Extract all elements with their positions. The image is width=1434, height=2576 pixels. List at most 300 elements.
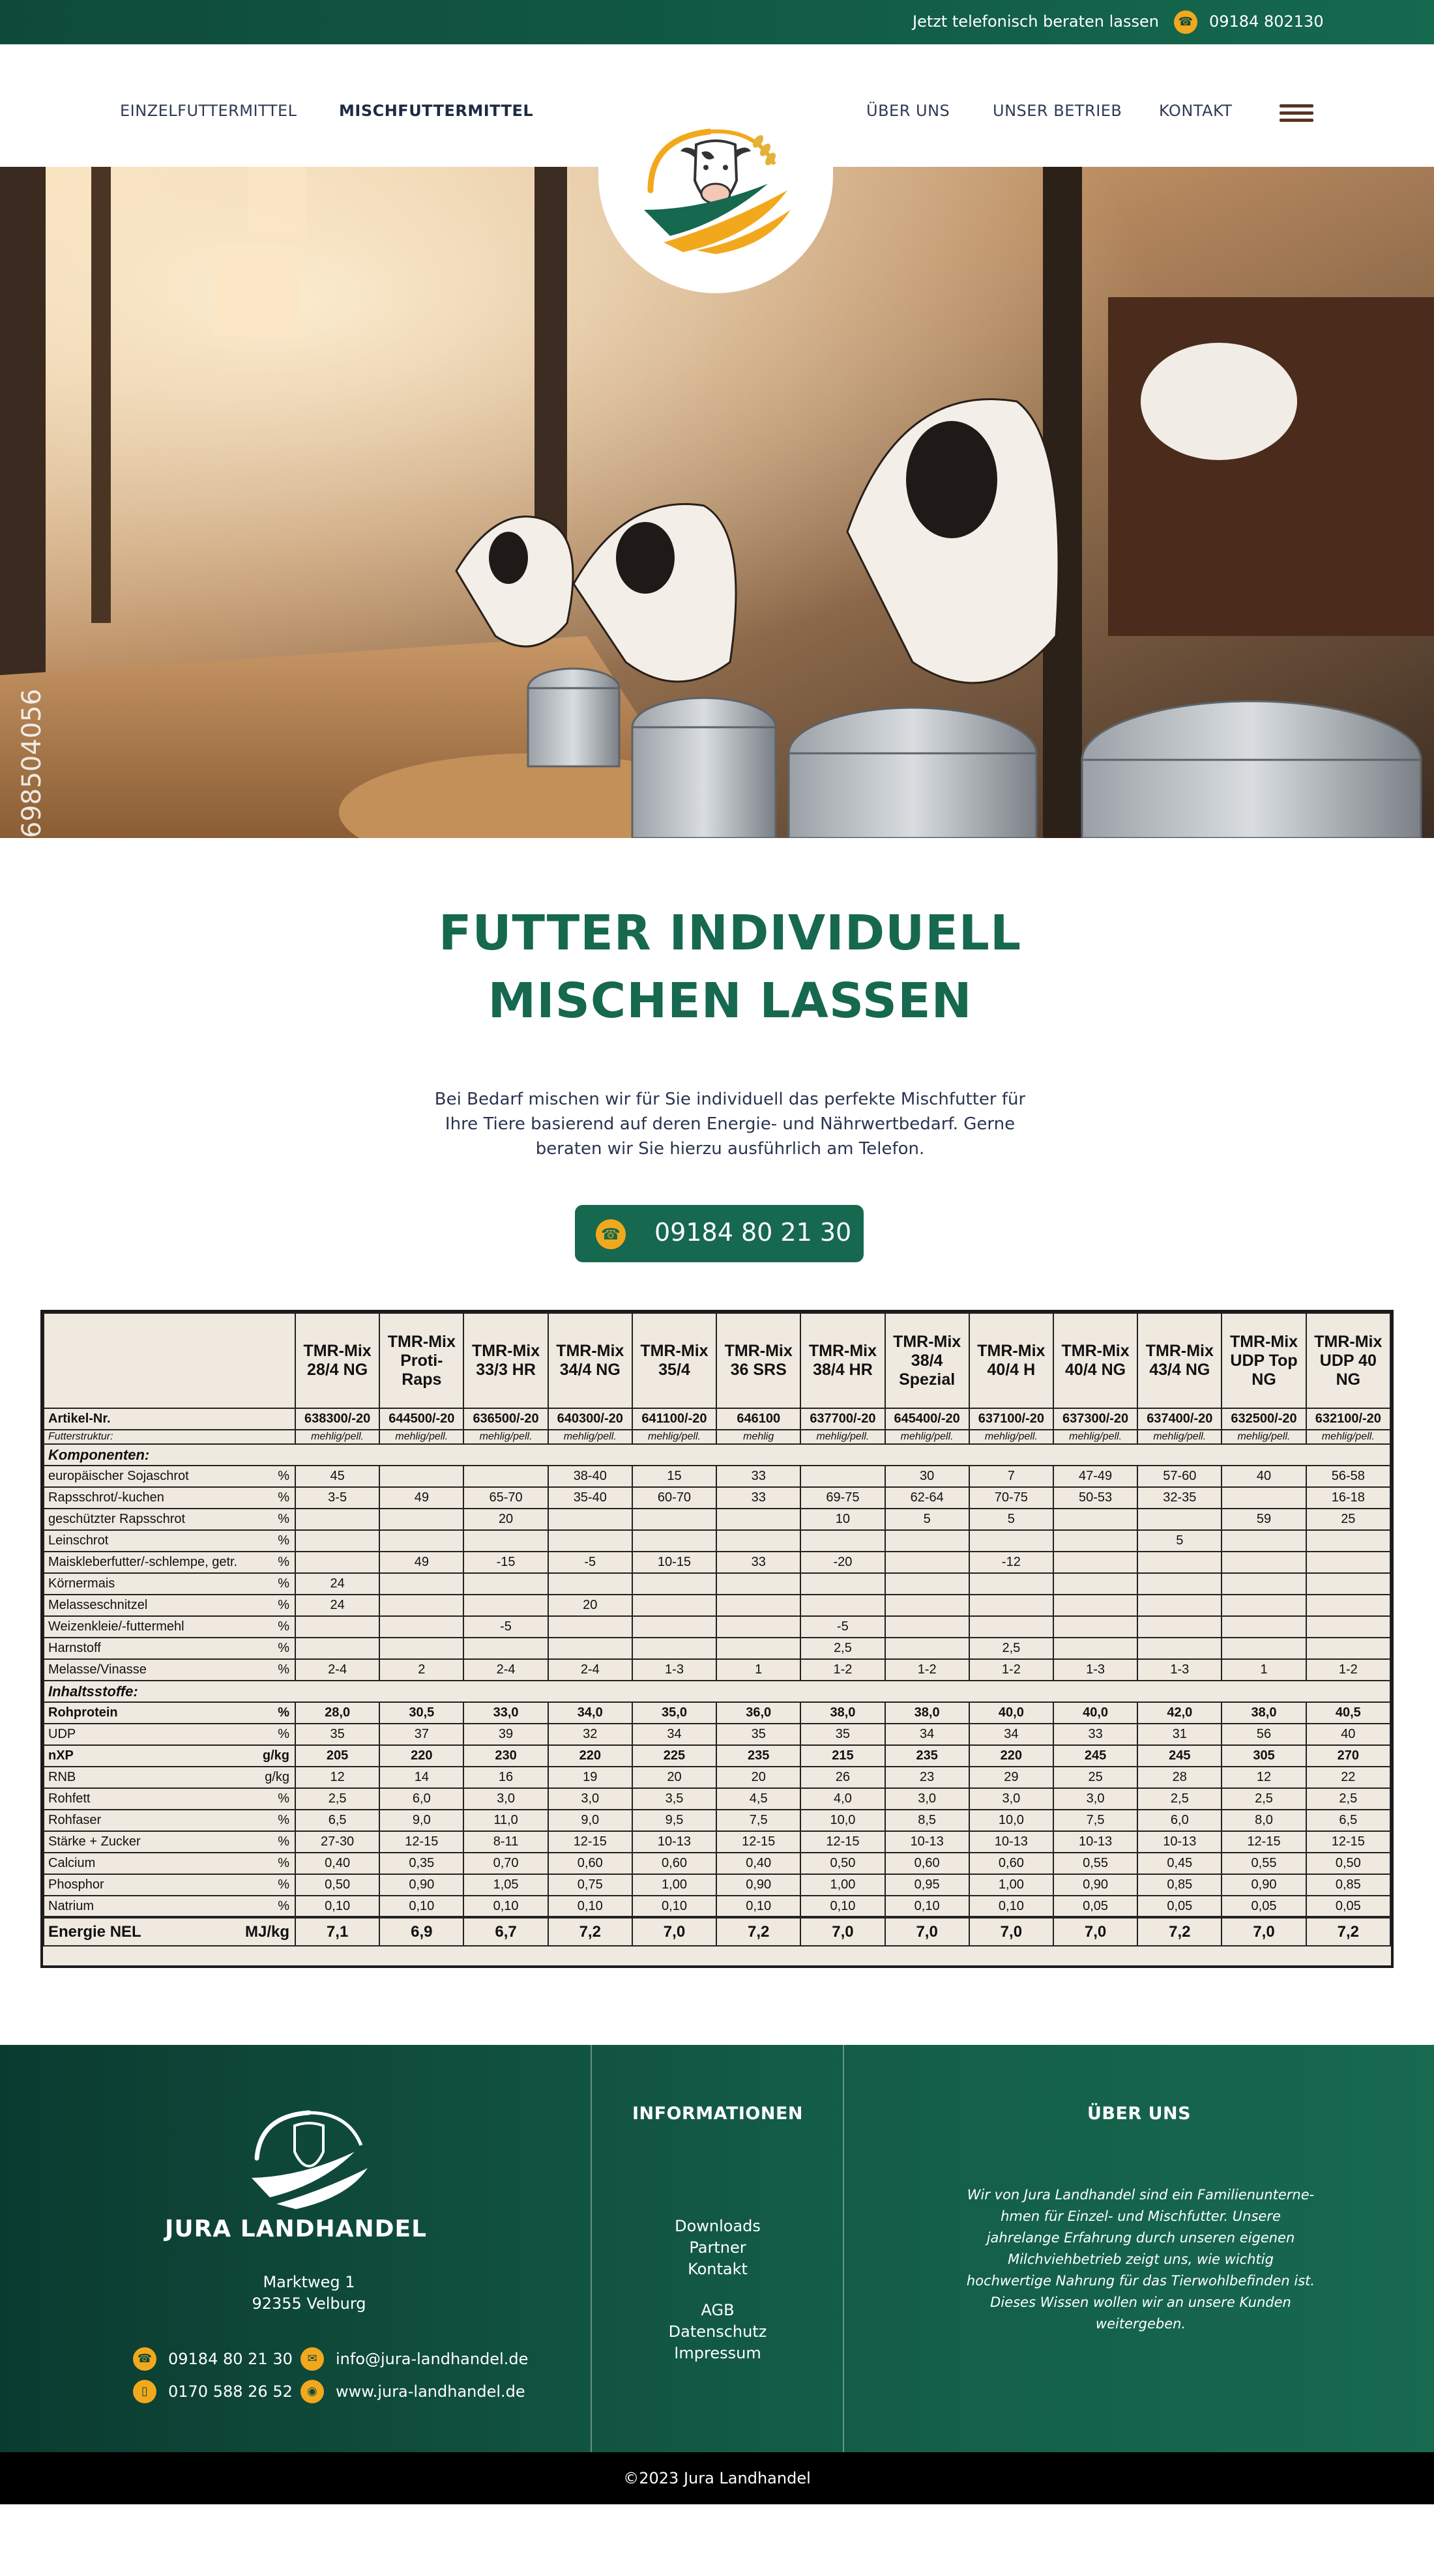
table-cell: 0,05 — [1137, 1896, 1222, 1917]
table-cell: mehlig/pell. — [885, 1430, 969, 1444]
table-cell: 1-2 — [800, 1659, 885, 1681]
table-cell — [800, 1595, 885, 1616]
row-label-cell — [44, 1638, 295, 1659]
table-cell: 644500/-20 — [379, 1408, 463, 1430]
table-cell: 9,5 — [632, 1810, 716, 1831]
table-cell: mehlig/pell. — [379, 1430, 463, 1444]
row-label-cell — [44, 1595, 295, 1616]
nav-item-mischfuttermittel[interactable]: MISCHFUTTERMITTEL — [339, 102, 534, 120]
table-cell: 235 — [885, 1745, 969, 1767]
table-cell — [632, 1573, 716, 1595]
table-cell: 1-3 — [1053, 1659, 1137, 1681]
table-cell: 12-15 — [548, 1831, 632, 1853]
table-cell: 47-49 — [1053, 1466, 1137, 1487]
row-unit: % — [278, 1813, 289, 1827]
table-cell: 24 — [295, 1573, 379, 1595]
table-cell — [1053, 1638, 1137, 1659]
table-cell: 35 — [295, 1724, 379, 1745]
row-label: Leinschrot — [48, 1533, 109, 1548]
footer-informationen-title: INFORMATIONEN — [632, 2104, 804, 2124]
table-column-header: TMR-Mix 36 SRS — [716, 1313, 800, 1408]
table-cell: 33,0 — [463, 1702, 548, 1724]
nutrient-row — [44, 1745, 1390, 1767]
table-cell: 32 — [548, 1724, 632, 1745]
component-row — [44, 1573, 1390, 1595]
table-cell: 0,10 — [885, 1896, 969, 1917]
table-cell: 245 — [1137, 1745, 1222, 1767]
table-cell: 49 — [379, 1487, 463, 1509]
table-cell — [716, 1509, 800, 1530]
table-cell — [969, 1573, 1053, 1595]
page-title — [0, 899, 1434, 1035]
table-cell: 56-58 — [1306, 1466, 1390, 1487]
table-cell: 32-35 — [1137, 1487, 1222, 1509]
footer-link-downloads[interactable]: Downloads — [675, 2217, 761, 2235]
footer-link-kontakt[interactable]: Kontakt — [688, 2260, 748, 2278]
table-cell: 6,5 — [295, 1810, 379, 1831]
table-cell — [548, 1573, 632, 1595]
table-cell: 28 — [1137, 1767, 1222, 1788]
table-cell: 1,00 — [969, 1874, 1053, 1896]
table-cell: 60-70 — [632, 1487, 716, 1509]
table-cell: 637300/-20 — [1053, 1408, 1137, 1430]
nav-item-ueber-uns[interactable]: ÜBER UNS — [866, 102, 950, 120]
call-now-button[interactable] — [575, 1205, 864, 1262]
table-cell: 28,0 — [295, 1702, 379, 1724]
table-cell: 7,5 — [1053, 1810, 1137, 1831]
table-cell: 36,0 — [716, 1702, 800, 1724]
footer-link-datenschutz[interactable]: Datenschutz — [668, 2323, 767, 2341]
table-cell: 7,2 — [1306, 1917, 1390, 1946]
table-cell: 3,0 — [548, 1788, 632, 1810]
table-cell: 33 — [1053, 1724, 1137, 1745]
row-label-cell — [44, 1430, 295, 1444]
table-cell: 0,35 — [379, 1853, 463, 1874]
table-cell: mehlig/pell. — [295, 1430, 379, 1444]
copyright-text: ©2023 Jura Landhandel — [623, 2469, 811, 2487]
table-cell: 0,60 — [969, 1853, 1053, 1874]
table-cell: 1,05 — [463, 1874, 548, 1896]
artikel-row — [44, 1408, 1390, 1430]
table-cell: 25 — [1053, 1767, 1137, 1788]
footer-web-text: www.jura-landhandel.de — [336, 2382, 525, 2401]
row-label-cell — [44, 1853, 295, 1874]
topbar-phone-link[interactable]: 09184 802130 — [1209, 12, 1324, 31]
table-cell — [1137, 1638, 1222, 1659]
table-cell: 245 — [1053, 1745, 1137, 1767]
table-cell: 7,0 — [969, 1917, 1053, 1946]
row-unit: % — [278, 1490, 289, 1505]
table-cell: 0,60 — [632, 1853, 716, 1874]
table-cell: 0,05 — [1222, 1896, 1306, 1917]
table-cell: mehlig/pell. — [1222, 1430, 1306, 1444]
component-row — [44, 1595, 1390, 1616]
table-cell: 12-15 — [1222, 1831, 1306, 1853]
table-cell — [800, 1573, 885, 1595]
table-cell: 2,5 — [969, 1638, 1053, 1659]
table-cell: 7,1 — [295, 1917, 379, 1946]
table-cell: 2,5 — [1222, 1788, 1306, 1810]
table-cell: 0,90 — [1053, 1874, 1137, 1896]
table-cell: 40 — [1306, 1724, 1390, 1745]
row-label-cell — [44, 1552, 295, 1573]
table-cell: -12 — [969, 1552, 1053, 1573]
table-cell: 40,0 — [969, 1702, 1053, 1724]
table-cell: 10-13 — [969, 1831, 1053, 1853]
row-label-cell — [44, 1487, 295, 1509]
table-cell: 7,5 — [716, 1810, 800, 1831]
table-cell: 205 — [295, 1745, 379, 1767]
table-column-header: TMR-Mix 33/3 HR — [463, 1313, 548, 1408]
table-cell: 2-4 — [548, 1659, 632, 1681]
table-cell: 38,0 — [885, 1702, 969, 1724]
table-cell: 1-2 — [885, 1659, 969, 1681]
globe-icon: ◉ — [300, 2380, 324, 2403]
table-cell: 0,60 — [885, 1853, 969, 1874]
component-row — [44, 1530, 1390, 1552]
row-label: Energie NEL — [48, 1922, 141, 1941]
table-cell: 35 — [800, 1724, 885, 1745]
row-label: geschützter Rapsschrot — [48, 1512, 186, 1526]
table-cell: 2,5 — [295, 1788, 379, 1810]
nutrient-row — [44, 1874, 1390, 1896]
struktur-row — [44, 1430, 1390, 1444]
table-cell: 632100/-20 — [1306, 1408, 1390, 1430]
table-cell — [295, 1530, 379, 1552]
table-cell — [379, 1638, 463, 1659]
row-label-cell — [44, 1788, 295, 1810]
footer-links-group-2 — [591, 2300, 844, 2364]
table-cell: 16-18 — [1306, 1487, 1390, 1509]
table-cell: 0,45 — [1137, 1853, 1222, 1874]
table-cell: 27-30 — [295, 1831, 379, 1853]
row-unit: % — [278, 1727, 289, 1741]
table-cell — [295, 1638, 379, 1659]
table-cell: 35,0 — [632, 1702, 716, 1724]
table-cell — [632, 1509, 716, 1530]
table-cell: 12-15 — [1306, 1831, 1390, 1853]
table-cell: 33 — [716, 1552, 800, 1573]
table-cell — [1306, 1530, 1390, 1552]
row-label: Rapsschrot/-kuchen — [48, 1490, 164, 1505]
footer-about-text: Wir von Jura Landhandel sind ein Familienunterne-hmen für Einzel- und Mischfutter. Unsere jahrelange Erfahrung durch unseren eigenen Milchviehbetrieb zeigt uns, wie wichtig hochwertige Nahrung für das Tierwohlbefinden ist. Dieses Wissen wollen wir an unsere Kunden weitergeben. — [966, 2187, 1315, 2332]
phone-icon: ☎ — [596, 1219, 626, 1249]
table-cell: 2-4 — [295, 1659, 379, 1681]
table-column-header: TMR-Mix UDP Top NG — [1222, 1313, 1306, 1408]
row-label-cell — [44, 1810, 295, 1831]
page-bottom-space — [0, 2504, 1434, 2576]
table-cell: 19 — [548, 1767, 632, 1788]
row-label: Maiskleberfutter/-schlempe, getr. — [48, 1555, 238, 1569]
table-cell: 10,0 — [800, 1810, 885, 1831]
table-cell: 34 — [885, 1724, 969, 1745]
table-cell — [632, 1530, 716, 1552]
table-cell: 637400/-20 — [1137, 1408, 1222, 1430]
table-cell — [1137, 1509, 1222, 1530]
stock-watermark-number: 698504056 — [17, 688, 47, 838]
row-unit: % — [278, 1619, 289, 1634]
table-cell: 0,10 — [800, 1896, 885, 1917]
table-cell: 1,00 — [800, 1874, 885, 1896]
nutrient-row — [44, 1853, 1390, 1874]
row-label: Artikel-Nr. — [48, 1411, 111, 1426]
row-label: Körnermais — [48, 1576, 115, 1591]
table-cell: 0,70 — [463, 1853, 548, 1874]
row-unit: % — [278, 1555, 289, 1569]
table-cell — [969, 1595, 1053, 1616]
table-cell: 6,0 — [1137, 1810, 1222, 1831]
table-cell: 0,10 — [632, 1896, 716, 1917]
address-city: 92355 Velburg — [252, 2294, 366, 2313]
table-cell: mehlig/pell. — [1306, 1430, 1390, 1444]
table-cell — [632, 1616, 716, 1638]
row-label-cell — [44, 1896, 295, 1917]
table-cell — [379, 1530, 463, 1552]
table-cell: 34 — [969, 1724, 1053, 1745]
table-cell: mehlig/pell. — [1053, 1430, 1137, 1444]
table-cell: -5 — [463, 1616, 548, 1638]
table-cell: 2,5 — [800, 1638, 885, 1659]
table-cell — [716, 1595, 800, 1616]
table-cell: 3,0 — [969, 1788, 1053, 1810]
table-cell: 636500/-20 — [463, 1408, 548, 1430]
row-unit: % — [278, 1662, 289, 1677]
energy-row — [44, 1917, 1390, 1946]
section-heading: Inhaltsstoffe: — [44, 1681, 1390, 1702]
row-unit: % — [278, 1641, 289, 1655]
table-cell — [1306, 1616, 1390, 1638]
table-cell: 235 — [716, 1745, 800, 1767]
row-label: Harnstoff — [48, 1641, 101, 1655]
table-cell — [1137, 1573, 1222, 1595]
table-cell: 50-53 — [1053, 1487, 1137, 1509]
row-label: europäischer Sojaschrot — [48, 1469, 189, 1483]
table-cell: 1 — [716, 1659, 800, 1681]
table-cell: 70-75 — [969, 1487, 1053, 1509]
page-title-line-1: FUTTER INDIVIDUELL — [438, 905, 1022, 961]
table-cell: 3-5 — [295, 1487, 379, 1509]
table-cell — [800, 1530, 885, 1552]
table-cell: 3,0 — [885, 1788, 969, 1810]
row-label: Natrium — [48, 1898, 95, 1913]
copyright-bar — [0, 2452, 1434, 2504]
nav-item-unser-betrieb[interactable]: UNSER BETRIEB — [993, 102, 1122, 120]
table-cell — [1306, 1573, 1390, 1595]
table-cell: -5 — [548, 1552, 632, 1573]
table-cell: 10,0 — [969, 1810, 1053, 1831]
table-cell: 62-64 — [885, 1487, 969, 1509]
table-cell: 16 — [463, 1767, 548, 1788]
row-unit: % — [278, 1576, 289, 1591]
row-unit: % — [278, 1598, 289, 1612]
table-cell — [1053, 1595, 1137, 1616]
table-cell: 6,7 — [463, 1917, 548, 1946]
table-cell: 1-2 — [969, 1659, 1053, 1681]
table-cell: 10-15 — [632, 1552, 716, 1573]
row-unit: g/kg — [262, 1748, 289, 1763]
table-cell — [548, 1530, 632, 1552]
table-cell: 225 — [632, 1745, 716, 1767]
table-cell: 1,00 — [632, 1874, 716, 1896]
row-label-cell — [44, 1767, 295, 1788]
row-label: RNB — [48, 1770, 76, 1784]
nav-item-kontakt[interactable]: KONTAKT — [1159, 102, 1233, 120]
component-row — [44, 1659, 1390, 1681]
nutrient-row — [44, 1724, 1390, 1745]
table-cell: 34 — [632, 1724, 716, 1745]
table-cell — [1053, 1509, 1137, 1530]
table-cell — [1053, 1616, 1137, 1638]
table-cell: 637700/-20 — [800, 1408, 885, 1430]
table-cell: 0,10 — [295, 1896, 379, 1917]
footer-logo — [244, 2106, 374, 2210]
table-cell — [1222, 1616, 1306, 1638]
table-cell: 0,05 — [1306, 1896, 1390, 1917]
table-cell: mehlig/pell. — [632, 1430, 716, 1444]
footer-brand: JURA LANDHANDEL — [164, 2216, 428, 2242]
row-unit: % — [278, 1834, 289, 1849]
table-cell: 31 — [1137, 1724, 1222, 1745]
table-cell: mehlig/pell. — [548, 1430, 632, 1444]
table-cell — [1222, 1638, 1306, 1659]
table-cell — [716, 1638, 800, 1659]
table-cell: 37 — [379, 1724, 463, 1745]
table-cell — [379, 1509, 463, 1530]
footer-link-impressum[interactable]: Impressum — [674, 2344, 761, 2362]
table-cell — [885, 1595, 969, 1616]
table-cell: 40 — [1222, 1466, 1306, 1487]
table-cell: 1 — [1222, 1659, 1306, 1681]
footer-address — [0, 2272, 618, 2315]
table-cell: 33 — [716, 1466, 800, 1487]
row-label: Rohprotein — [48, 1705, 118, 1720]
nutrients-section-row — [44, 1681, 1390, 1702]
footer-link-partner[interactable]: Partner — [689, 2238, 746, 2257]
footer-ueber-uns-title: ÜBER UNS — [1087, 2104, 1192, 2124]
table-cell — [885, 1530, 969, 1552]
table-cell: 8-11 — [463, 1831, 548, 1853]
table-cell: 10-13 — [1137, 1831, 1222, 1853]
table-cell: 65-70 — [463, 1487, 548, 1509]
nutrient-row — [44, 1788, 1390, 1810]
table-cell: 7,2 — [548, 1917, 632, 1946]
table-cell: 9,0 — [548, 1810, 632, 1831]
footer-link-agb[interactable]: AGB — [701, 2301, 735, 2319]
footer-mobile-text: 0170 588 26 52 — [168, 2382, 293, 2401]
table-cell: 0,10 — [463, 1896, 548, 1917]
row-label-cell — [44, 1917, 295, 1946]
nutrient-row — [44, 1896, 1390, 1917]
row-label-cell — [44, 1509, 295, 1530]
table-cell — [548, 1638, 632, 1659]
table-cell — [548, 1616, 632, 1638]
row-unit: % — [278, 1512, 289, 1526]
nutrient-row — [44, 1702, 1390, 1724]
table-cell: 638300/-20 — [295, 1408, 379, 1430]
table-cell — [463, 1573, 548, 1595]
table-cell — [1053, 1552, 1137, 1573]
table-column-header: TMR-Mix 38/4 Spezial — [885, 1313, 969, 1408]
cow-with-wheat-logo — [624, 112, 807, 255]
row-label: Melasseschnitzel — [48, 1598, 148, 1612]
row-label: Stärke + Zucker — [48, 1834, 141, 1849]
table-cell: 45 — [295, 1466, 379, 1487]
row-unit: MJ/kg — [244, 1922, 289, 1941]
row-label-cell — [44, 1702, 295, 1724]
hamburger-menu-icon[interactable] — [1280, 104, 1313, 124]
table-cell: 0,85 — [1137, 1874, 1222, 1896]
table-cell: 7,2 — [1137, 1917, 1222, 1946]
table-cell — [885, 1573, 969, 1595]
table-cell: 9,0 — [379, 1810, 463, 1831]
table-cell: 26 — [800, 1767, 885, 1788]
nutrient-row — [44, 1810, 1390, 1831]
table-cell: 38,0 — [1222, 1702, 1306, 1724]
phone-icon: ☎ — [133, 2347, 156, 2371]
table-cell: 0,10 — [969, 1896, 1053, 1917]
table-cell: mehlig/pell. — [1137, 1430, 1222, 1444]
row-label-cell — [44, 1530, 295, 1552]
table-cell: 1-3 — [632, 1659, 716, 1681]
table-cell: 49 — [379, 1552, 463, 1573]
row-label: Weizenkleie/-futtermehl — [48, 1619, 184, 1634]
table-cell: 4,0 — [800, 1788, 885, 1810]
table-column-header: TMR-Mix 35/4 — [632, 1313, 716, 1408]
component-row — [44, 1552, 1390, 1573]
table-cell: 0,40 — [716, 1853, 800, 1874]
table-cell — [1222, 1530, 1306, 1552]
callout-text: Jetzt telefonisch beraten lassen — [913, 12, 1159, 31]
table-cell — [969, 1530, 1053, 1552]
table-cell: 220 — [548, 1745, 632, 1767]
phone-icon: ☎ — [1174, 10, 1197, 34]
feed-table — [43, 1312, 1391, 1946]
row-label: Phosphor — [48, 1877, 104, 1892]
table-cell: -15 — [463, 1552, 548, 1573]
row-label-cell — [44, 1408, 295, 1430]
row-unit: % — [278, 1705, 289, 1720]
table-cell: 0,75 — [548, 1874, 632, 1896]
table-cell: 0,90 — [379, 1874, 463, 1896]
table-cell: 12 — [1222, 1767, 1306, 1788]
table-cell: 0,50 — [295, 1874, 379, 1896]
table-header-row — [44, 1313, 1390, 1408]
table-cell: 34,0 — [548, 1702, 632, 1724]
footer-links-group-1 — [591, 2216, 844, 2280]
table-cell: -5 — [800, 1616, 885, 1638]
row-label: nXP — [48, 1748, 74, 1763]
row-unit: % — [278, 1877, 289, 1892]
table-cell: 0,60 — [548, 1853, 632, 1874]
table-cell: 0,05 — [1053, 1896, 1137, 1917]
table-cell: 12 — [295, 1767, 379, 1788]
table-cell: mehlig/pell. — [463, 1430, 548, 1444]
table-cell: 59 — [1222, 1509, 1306, 1530]
nutrient-row — [44, 1767, 1390, 1788]
table-column-header: TMR-Mix Proti-Raps — [379, 1313, 463, 1408]
table-cell — [463, 1595, 548, 1616]
row-unit: g/kg — [265, 1770, 289, 1784]
row-label: UDP — [48, 1727, 76, 1741]
row-unit: % — [278, 1469, 289, 1483]
table-cell — [1222, 1487, 1306, 1509]
table-cell: 3,5 — [632, 1788, 716, 1810]
table-cell: 5 — [969, 1509, 1053, 1530]
nav-item-einzelfuttermittel[interactable]: EINZELFUTTERMITTEL — [120, 102, 297, 120]
table-cell: 215 — [800, 1745, 885, 1767]
page-title-line-2: MISCHEN LASSEN — [488, 973, 973, 1029]
table-cell: 641100/-20 — [632, 1408, 716, 1430]
